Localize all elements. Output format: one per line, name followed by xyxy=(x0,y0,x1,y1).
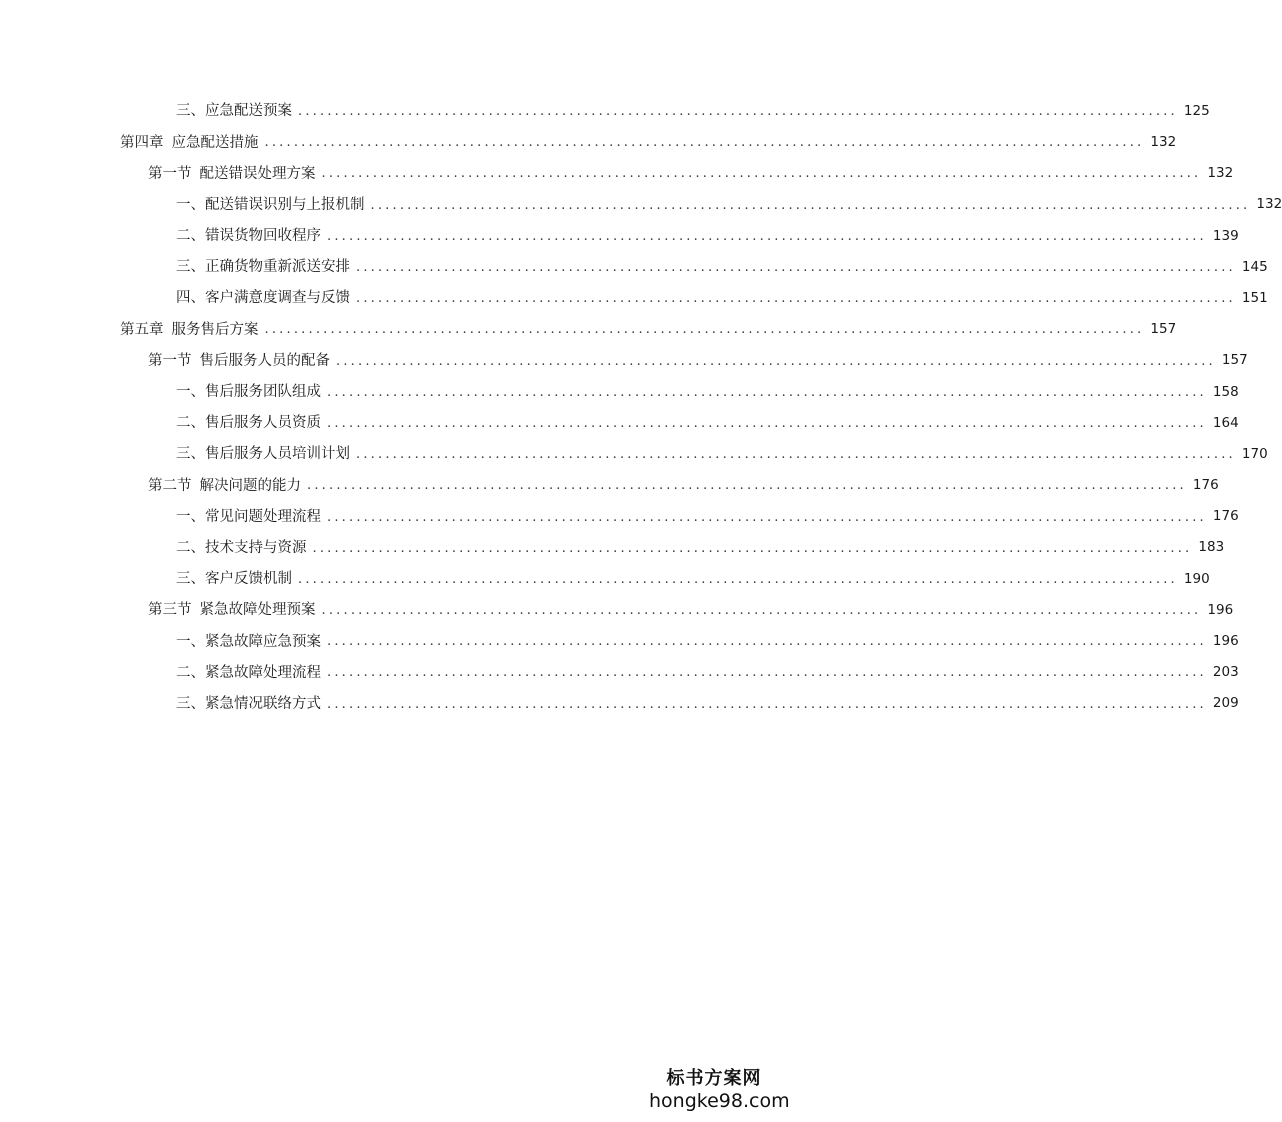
toc-entry-text: 售后服务人员的配备 xyxy=(199,352,330,369)
toc-entry-number: 三、 xyxy=(176,695,205,712)
toc-dot-leader: ........................................................................................................................ xyxy=(336,353,1216,369)
watermark-title: 标书方案网 xyxy=(666,1068,762,1089)
toc-dot-leader: ........................................................................................................................ xyxy=(264,322,1145,338)
toc-entry-number: 二、 xyxy=(176,228,205,245)
toc-page-number: 139 xyxy=(1212,227,1239,244)
toc-entry[interactable] xyxy=(0,564,1210,595)
toc-entry[interactable] xyxy=(0,190,1282,221)
toc-dot-leader: ........................................................................................................................ xyxy=(321,166,1202,182)
toc-entry-text: 售后服务团队组成 xyxy=(205,384,321,401)
toc-dot-leader: ........................................................................................................................ xyxy=(327,665,1207,681)
toc-entry-number: 三、 xyxy=(176,103,205,120)
toc-entry-title xyxy=(148,603,316,618)
toc-entry-text: 紧急故障处理预案 xyxy=(199,602,316,619)
toc-page-number: 132 xyxy=(1207,165,1234,182)
toc-page-number: 132 xyxy=(1256,196,1282,213)
toc-entry-text: 客户满意度调查与反馈 xyxy=(205,290,350,307)
toc-dot-leader: ........................................................................................................................ xyxy=(327,415,1207,431)
watermark-url: hongke98.com xyxy=(649,1090,790,1112)
toc-entry[interactable] xyxy=(0,158,1234,189)
toc-entry-text: 服务售后方案 xyxy=(171,321,259,338)
toc-entry[interactable] xyxy=(0,408,1239,439)
toc-entry[interactable] xyxy=(0,439,1268,470)
toc-entry-title xyxy=(176,447,350,462)
toc-entry-number: 四、 xyxy=(176,290,205,307)
toc-entry-number: 二、 xyxy=(176,539,205,556)
toc-entry-title xyxy=(176,572,292,587)
toc-entry-text: 错误货物回收程序 xyxy=(205,228,321,245)
toc-entry-title xyxy=(176,198,365,213)
toc-entry-number: 三、 xyxy=(176,571,205,588)
toc-entry[interactable] xyxy=(0,689,1239,720)
toc-entry-title xyxy=(148,167,316,182)
toc-entry-number: 二、 xyxy=(176,664,205,681)
toc-entry-title xyxy=(176,635,321,650)
toc-dot-leader: ........................................................................................................................ xyxy=(327,634,1207,650)
toc-dot-leader: ........................................................................................................................ xyxy=(356,447,1236,463)
toc-entry-text: 紧急故障处理流程 xyxy=(205,664,321,681)
toc-page-number: 151 xyxy=(1241,289,1268,306)
toc-entry-number: 二、 xyxy=(176,415,205,432)
toc-dot-leader: ........................................................................................................................ xyxy=(327,696,1207,712)
toc-entry-title xyxy=(176,104,292,119)
toc-entry-number: 一、 xyxy=(176,196,205,213)
toc-entry-text: 售后服务人员培训计划 xyxy=(205,446,350,463)
toc-entry[interactable] xyxy=(0,533,1225,564)
toc-entry[interactable] xyxy=(0,470,1219,501)
toc-entry-text: 客户反馈机制 xyxy=(205,571,292,588)
toc-page-number: 158 xyxy=(1212,383,1239,400)
toc-entry-title xyxy=(176,697,321,712)
toc-entry-title xyxy=(120,323,259,338)
toc-entry-title xyxy=(120,136,259,151)
toc-page-number: 145 xyxy=(1241,258,1268,275)
toc-entry-title xyxy=(148,479,301,494)
toc-entry-text: 应急配送预案 xyxy=(205,103,292,120)
toc-dot-leader: ........................................................................................................................ xyxy=(264,135,1145,151)
toc-page-number: 157 xyxy=(1150,321,1177,338)
toc-entry-text: 紧急故障应急预案 xyxy=(205,633,321,650)
toc-page-number: 170 xyxy=(1241,445,1268,462)
toc-entry[interactable] xyxy=(0,377,1239,408)
toc-entry-text: 技术支持与资源 xyxy=(205,539,307,556)
toc-entry-title xyxy=(176,260,350,275)
toc-entry[interactable] xyxy=(0,626,1239,657)
toc-entry[interactable] xyxy=(0,283,1268,314)
toc-dot-leader: ........................................................................................................................ xyxy=(298,571,1178,587)
toc-entry-title xyxy=(176,416,321,431)
toc-entry[interactable] xyxy=(0,346,1248,377)
toc-entry-text: 正确货物重新派送安排 xyxy=(205,259,350,276)
toc-page-number: 196 xyxy=(1207,601,1234,618)
toc-page-number: 164 xyxy=(1212,414,1239,431)
toc-entry[interactable] xyxy=(0,221,1239,252)
toc-dot-leader: ........................................................................................................................ xyxy=(356,291,1236,307)
toc-entry-number: 三、 xyxy=(176,259,205,276)
toc-entry-number: 一、 xyxy=(176,384,205,401)
toc-entry-text: 售后服务人员资质 xyxy=(205,415,321,432)
toc-dot-leader: ........................................................................................................................ xyxy=(312,540,1193,556)
toc-entry[interactable] xyxy=(0,127,1177,158)
toc-dot-leader: ........................................................................................................................ xyxy=(356,260,1236,276)
toc-entry-number: 第一节 xyxy=(148,165,192,182)
toc-dot-leader: ........................................................................................................................ xyxy=(370,197,1251,213)
toc-entry-title xyxy=(176,510,321,525)
toc-page-number: 157 xyxy=(1221,352,1248,369)
toc-entry-title xyxy=(176,385,321,400)
toc-dot-leader: ........................................................................................................................ xyxy=(327,228,1207,244)
toc-entry-text: 常见问题处理流程 xyxy=(205,508,321,525)
watermark-logo xyxy=(649,1068,790,1112)
toc-page-number: 176 xyxy=(1212,508,1239,525)
toc-page-number: 203 xyxy=(1212,664,1239,681)
toc-entry-text: 解决问题的能力 xyxy=(199,477,301,494)
toc-page-number: 196 xyxy=(1212,633,1239,650)
table-of-contents xyxy=(0,96,1282,720)
toc-entry-text: 紧急情况联络方式 xyxy=(205,695,321,712)
toc-dot-leader: ........................................................................................................................ xyxy=(307,478,1187,494)
toc-entry[interactable] xyxy=(0,252,1268,283)
toc-entry-text: 应急配送措施 xyxy=(171,134,259,151)
toc-page-number: 209 xyxy=(1212,695,1239,712)
toc-entry[interactable] xyxy=(0,501,1239,532)
toc-entry-text: 配送错误识别与上报机制 xyxy=(205,196,365,213)
toc-dot-leader: ........................................................................................................................ xyxy=(321,603,1202,619)
toc-entry-number: 一、 xyxy=(176,508,205,525)
toc-entry[interactable] xyxy=(0,314,1177,345)
toc-entry-title xyxy=(176,229,321,244)
toc-page-number: 125 xyxy=(1183,102,1210,119)
toc-page-number: 132 xyxy=(1150,134,1177,151)
toc-entry-number: 三、 xyxy=(176,446,205,463)
toc-entry-text: 配送错误处理方案 xyxy=(199,165,316,182)
toc-entry-number: 第四章 xyxy=(120,134,164,151)
toc-entry[interactable] xyxy=(0,96,1210,127)
toc-entry-number: 第二节 xyxy=(148,477,192,494)
toc-page-number: 183 xyxy=(1198,539,1225,556)
toc-entry[interactable] xyxy=(0,657,1239,688)
toc-dot-leader: ........................................................................................................................ xyxy=(327,384,1207,400)
toc-entry[interactable] xyxy=(0,595,1234,626)
toc-entry-title xyxy=(148,354,330,369)
toc-dot-leader: ........................................................................................................................ xyxy=(327,509,1207,525)
toc-entry-title xyxy=(176,666,321,681)
toc-page-number: 190 xyxy=(1183,570,1210,587)
toc-entry-title xyxy=(176,541,307,556)
toc-entry-title xyxy=(176,291,350,306)
toc-entry-number: 第三节 xyxy=(148,602,192,619)
toc-entry-number: 第五章 xyxy=(120,321,164,338)
toc-dot-leader: ........................................................................................................................ xyxy=(298,104,1178,120)
toc-entry-number: 一、 xyxy=(176,633,205,650)
toc-page-number: 176 xyxy=(1192,477,1219,494)
toc-entry-number: 第一节 xyxy=(148,352,192,369)
